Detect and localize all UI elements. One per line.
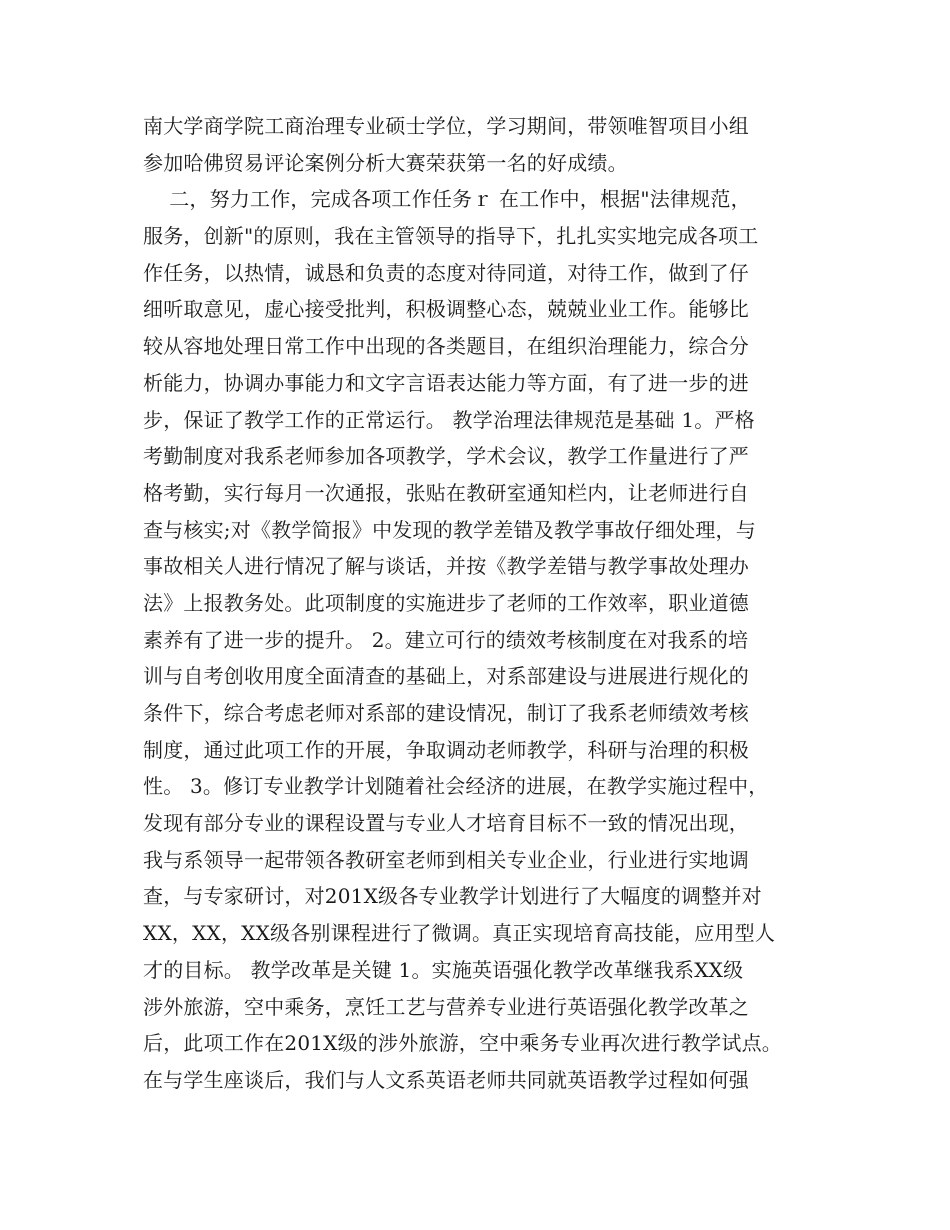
text-line-17: 条件下，综合考虑老师对系部的建设情况，制订了我系老师绩效考核	[143, 701, 749, 725]
text-line-3: 二，努力工作，完成各项工作任务ｒ 在工作中，根据"法律规范，	[143, 187, 751, 212]
text-line-22: 查，与专家研讨，对201X级各专业教学计划进行了大幅度的调整并对	[143, 884, 762, 909]
text-line-24: 才的目标。 教学改革是关键 1。实施英语强化教学改革继我系XX级	[143, 957, 744, 982]
text-line-10: 考勤制度对我系老师参加各项教学，学术会议，教学工作量进行了严	[143, 444, 749, 469]
text-line-4: 服务，创新"的原则，我在主管领导的指导下，扎扎实实地完成各项工	[143, 224, 759, 249]
text-line-16: 训与自考创收用度全面清查的基础上，对系部建设与进展进行规化的	[143, 664, 749, 689]
text-line-13: 事故相关人进行情况了解与谈话，并按《教学差错与教学事故处理办	[143, 554, 749, 579]
text-line-7: 较从容地处理日常工作中出现的各类题目，在组织治理能力，综合分	[143, 334, 749, 359]
body-text	[143, 108, 823, 1099]
text-line-21: 我与系领导一起带领各教研室老师到相关专业企业，行业进行实地调	[143, 847, 749, 872]
text-line-26: 后，此项工作在201X级的涉外旅游，空中乘务专业再次进行教学试点。	[143, 1031, 783, 1056]
text-line-6: 细听取意见，虚心接受批判，积极调整心态，兢兢业业工作。能够比	[143, 297, 749, 322]
text-line-9: 步，保证了教学工作的正常运行。 教学治理法律规范是基础 1。严格	[143, 407, 755, 432]
text-line-8: 析能力，协调办事能力和文字言语表达能力等方面，有了进一步的进	[143, 370, 749, 395]
text-line-5: 作任务，以热情，诚恳和负责的态度对待同道，对待工作，做到了仔	[143, 260, 749, 285]
text-line-19: 性。 3。修订专业教学计划随着社会经济的进展，在教学实施过程中，	[143, 774, 769, 799]
text-line-25: 涉外旅游，空中乘务，烹饪工艺与营养专业进行英语强化教学改革之	[143, 994, 749, 1019]
text-line-2: 参加哈佛贸易评论案例分析大赛荣获第一名的好成绩。	[143, 150, 628, 175]
text-line-23: XX，XX，XX级各别课程进行了微调。真正实现培育高技能，应用型人	[143, 921, 776, 946]
text-line-27: 在与学生座谈后，我们与人文系英语老师共同就英语教学过程如何强	[143, 1067, 749, 1092]
text-line-18: 制度，通过此项工作的开展，争取调动老师教学，科研与治理的积极	[143, 737, 749, 762]
text-line-14: 法》上报教务处。此项制度的实施进步了老师的工作效率，职业道德	[143, 590, 749, 615]
text-line-11: 格考勤，实行每月一次通报，张贴在教研室通知栏内，让老师进行自	[143, 480, 749, 505]
text-line-20: 发现有部分专业的课程设置与专业人才培育目标不一致的情况出现，	[143, 811, 749, 836]
text-line-12: 查与核实;对《教学简报》中发现的教学差错及教学事故仔细处理，与	[143, 517, 756, 542]
text-line-1: 南大学商学院工商治理专业硕士学位，学习期间，带领唯智项目小组	[143, 114, 749, 138]
text-line-15: 素养有了进一步的提升。 2。建立可行的绩效考核制度在对我系的培	[143, 627, 749, 652]
